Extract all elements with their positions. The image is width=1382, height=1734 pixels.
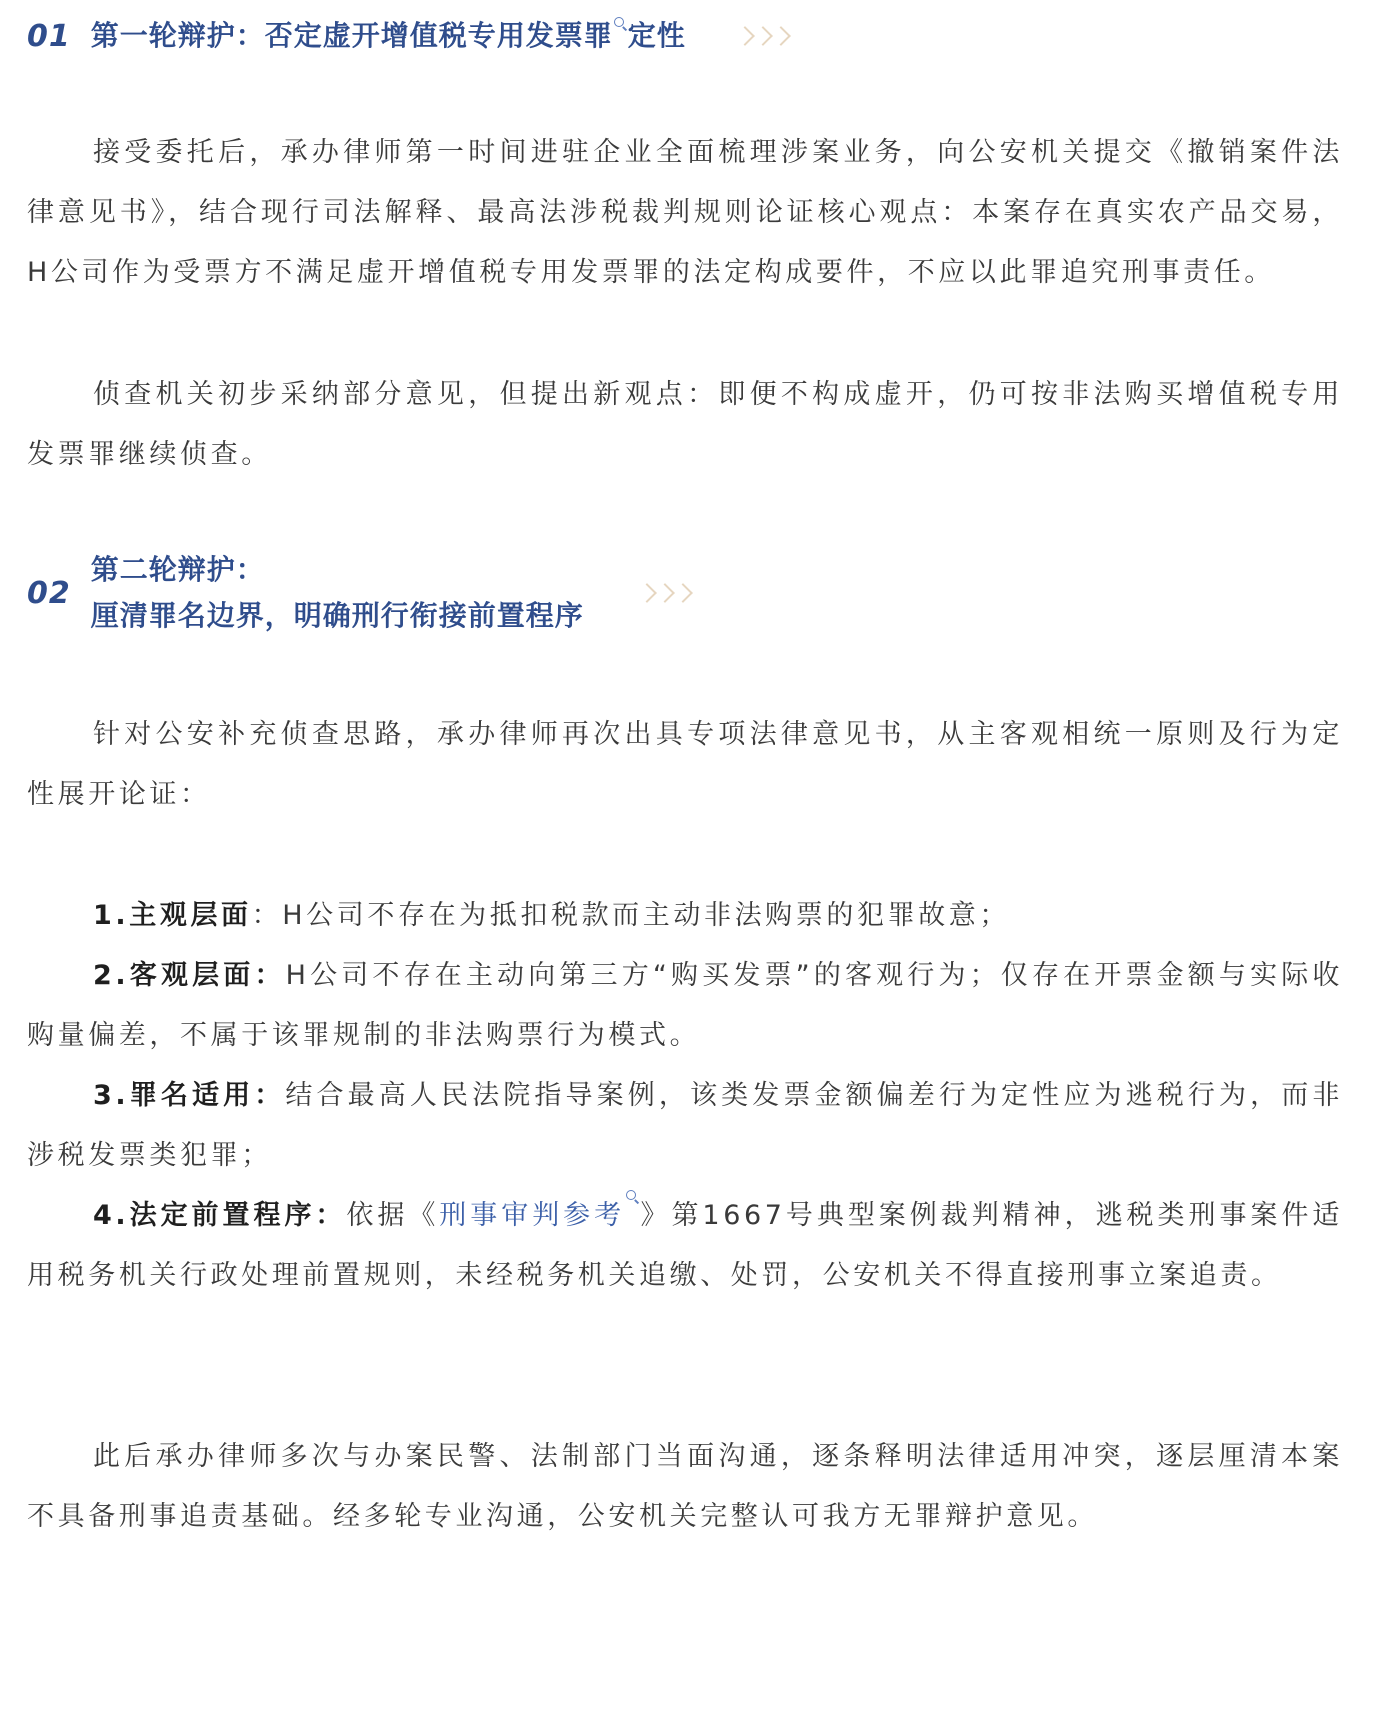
point-item (27, 946, 1343, 1066)
point-text-before: 依据《 (346, 1200, 440, 1231)
chevron-right-icon (673, 583, 693, 603)
point-text: 结合最高人民法院指导案例，该类发票金额偏差行为定性应为逃税行为，而非涉税发票类犯罪； (27, 1080, 1343, 1171)
section-1-title-part2: 定性 (627, 19, 686, 52)
point-label: 1.主观层面 (93, 900, 252, 931)
section-1-paragraph: 接受委托后，承办律师第一时间进驻企业全面梳理涉案业务，向公安机关提交《撤销案件法律意见书》，结合现行司法解释、最高法涉税裁判规则论证核心观点：本案存在真实农产品交易，H公司作为受票方不满足虚开增值税专用发票罪的法定构成要件，不应以此罪追究刑事责任。 (27, 137, 1343, 288)
chevron-right-icon (637, 583, 657, 603)
section-1-paragraph: 侦查机关初步采纳部分意见，但提出新观点：即便不构成虚开，仍可按非法购买增值税专用发票罪继续侦查。 (27, 379, 1343, 470)
point-text: H公司不存在主动向第三方“购买发票”的客观行为；仅存在开票金额与实际收购量偏差，不属于该罪规制的非法购票行为模式。 (27, 960, 1343, 1051)
point-item (27, 1186, 1343, 1306)
section-2-number: 02 (27, 575, 71, 611)
chevron-right-icon (753, 26, 773, 46)
search-icon[interactable] (626, 1190, 638, 1202)
section-1-number: 01 (27, 18, 71, 54)
section-2-title-line1: 第二轮辩护： (90, 553, 265, 586)
point-label: 2.客观层面： (93, 960, 286, 991)
chevron-right-icon (735, 26, 755, 46)
point-item (27, 886, 1343, 946)
point-label: 4.法定前置程序： (93, 1200, 347, 1231)
point-text: H公司不存在为抵扣税款而主动非法购票的犯罪故意； (282, 900, 1010, 931)
section-2-intro: 针对公安补充侦查思路，承办律师再次出具专项法律意见书，从主客观相统一原则及行为定性展开论证： (27, 719, 1343, 810)
search-icon[interactable] (614, 17, 626, 29)
chevron-right-icon (655, 583, 675, 603)
section-1-title-part1: 第一轮辩护：否定虚开增值税专用发票罪 (90, 19, 613, 52)
point-item (27, 1066, 1343, 1186)
point-label: 3.罪名适用： (93, 1080, 286, 1111)
section-2-heading (27, 547, 694, 639)
closing-paragraph: 此后承办律师多次与办案民警、法制部门当面沟通，逐条释明法律适用冲突，逐层厘清本案不具备刑事追责基础。经多轮专业沟通，公安机关完整认可我方无罪辩护意见。 (27, 1441, 1343, 1532)
chevron-decoration (640, 586, 694, 600)
chevron-decoration (738, 29, 792, 43)
chevron-right-icon (771, 26, 791, 46)
section-1-title (91, 13, 686, 59)
section-2-title (91, 547, 584, 639)
point-separator: ： (251, 900, 283, 931)
section-2-title-line2: 厘清罪名边界，明确刑行衔接前置程序 (90, 599, 584, 632)
section-1-heading (27, 13, 792, 59)
point-text-after: 》第1667号典型案例裁判精神，逃税类刑事案件适用税务机关行政处理前置规则，未经税务机关追缴、处罚，公安机关不得直接刑事立案追责。 (27, 1200, 1343, 1291)
reference-link[interactable]: 刑事审判参考 (439, 1200, 626, 1231)
